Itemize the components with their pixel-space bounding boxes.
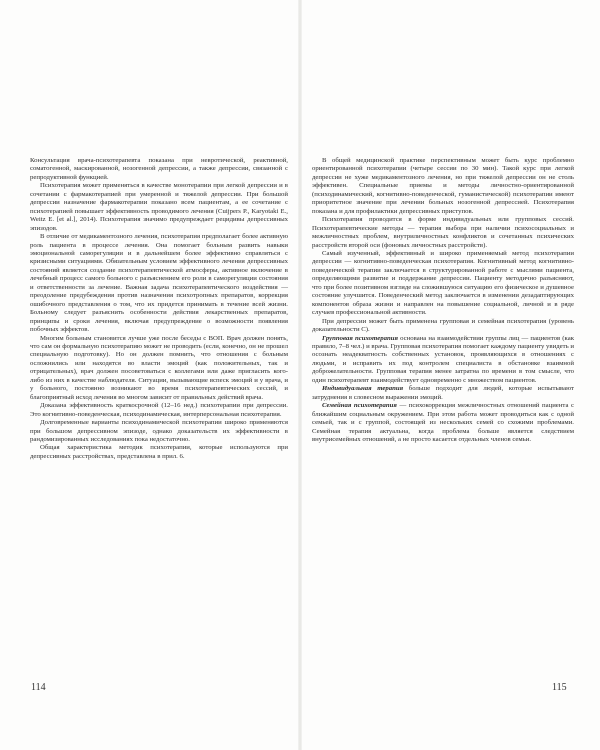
paragraph-text: Самый изученный, эффективный и широко применяемый метод психотерапии депрессии — когнитивно-поведенческая психотерапия. Когнитивный метод когнитивно-поведенческой терапии заключается в структурированной работе с мыслями пациента, определяющими развитие и поддержание депрессии. Пациенту методично разъясняют, что при более позитивном взгляде на сложившуюся ситуацию его физическое и душевное состояние улучшится. Поведенческий метод заключается в изменении дезадаптирующих компонентов образа жизни и направлен на повышение социальной, личной и в ряде случаев профессиональной активности. [312, 249, 574, 317]
paragraph-text: — психокоррекция межличностных отношений пациента с ближайшим социальным окружением. При этом работа может проводиться как с одной семьей, так и с группой, состоящей из нескольких семей со схожими проблемами. Семейная терапия актуальна, когда проблема больше является следствием внутрисемейных отношений, а не просто касается отдельных членов семьи. [312, 402, 574, 443]
left-paragraph-1: Консультация врача-психотерапевта показана при невротической, реактивной, соматогенной, маскированной, нозогенной депрессии, а также депрессии, связанной с репродуктивной функцией. [30, 157, 288, 181]
paragraph-text: больше подходит для людей, которые испытывают затруднения в словесном выражении эмоций. [312, 385, 574, 401]
right-paragraph-2 [312, 216, 574, 250]
right-paragraph-family-therapy [312, 402, 574, 444]
left-paragraph-2: Психотерапия может применяться в качестве монотерапии при легкой депрессии и в сочетании с фармакотерапией при умеренной и тяжелой депрессии. При большой депрессии назначение фармакотерапии показано всем пациентам, а ее сочетание с психотерапией повышает эффективность проводимого лечения (Cuijpers P., Karyotaki E., Weitz E. [et al.], 2014). Психотерапия значимо предупреждает рецидивы депрессивных эпизодов. [30, 182, 288, 232]
left-paragraph-4: Многим больным становится лучше уже после беседы с ВОП. Врач должен понять, что сам он формальную психотерапию может не проводить (если, конечно, он не прошел специальную подготовку). Но он должен помнить, что отношения с больным осложнились или находятся во власти эмоций (как положительных, так и отрицательных), врач должен посоветоваться с коллегами или даже пригласить кого-либо из них в качестве наблюдателя. Ситуации, вызывающие вспеск эмоций и у врача, и у больного, постоянно возникают во время психотерапевтических сессий, и благоприятный исход лечения во многом зависит от правильных действий врача. [30, 334, 288, 401]
left-paragraph-7: Общая характеристика методик психотерапии, которые используются при депрессивных расстройствах, представлена в прил. 6. [30, 444, 288, 460]
right-paragraph-group-therapy [312, 335, 574, 386]
book-gutter [298, 0, 302, 750]
page-number-left: 114 [31, 682, 46, 693]
paragraph-text: основана на взаимодействии группы лиц — пациентов (как правило, 7–8 чел.) и врача. Групповая психотерапия помогает каждому пациенту увидеть и осознать неадекватность собственных установок, проявляющихся в отношениях с людьми, и исправить их под контролем специалиста в обстановке взаимной доброжелательности. Групповая терапия менее затратна по времени в том смысле, что один психотерапевт взаимодействует одновременно с множеством пациентов. [312, 334, 575, 384]
term-individual-therapy: Индивидуальная терапия [322, 385, 404, 393]
right-page [312, 157, 574, 444]
left-paragraph-6: Долговременные варианты психодинамической психотерапии широко применяются при большом депрессивном эпизоде, однако доказательств их эффективности в рандомизированных исследованиях пока недостаточно. [30, 419, 288, 443]
page-number-right: 115 [552, 682, 567, 693]
left-paragraph-5: Доказана эффективность краткосрочной (12–16 нед.) психотерапии при депрессии. Это когнитивно-поведенческая, психодинамическая, интерперсональная психотерапия. [30, 402, 288, 418]
right-paragraph-4 [312, 318, 574, 335]
paragraph-text: Психотерапия проводится в форме индивидуальных или групповых сессий. Психотерапевтические методы — терапия выбора при наличии психосоциальных и межличностных проблем, внутриличностных конфликтов и сочетанных психических расстройств второй оси (фоновых личностных расстройств). [312, 216, 574, 249]
term-family-therapy: Семейная психотерапия [322, 402, 397, 410]
right-paragraph-3 [312, 250, 574, 318]
paragraph-text: При депрессии может быть применена групповая и семейная психотерапия (уровень доказательности С). [312, 317, 574, 334]
right-paragraph-individual-therapy [312, 385, 574, 402]
right-paragraph-1 [312, 157, 574, 216]
left-page [30, 157, 288, 461]
left-paragraph-3: В отличие от медикаментозного лечения, психотерапия предполагает более активную роль пациента в процессе лечения. Она помогает больным развить навыки эмоциональной саморегуляции и в дальнейшем более эффективно справляться с кризисными ситуациями. Обязательным условием эффективного лечения депрессивных состояний является создание психотерапевтической атмосферы, активное включение в лечебный процесс самого больного с разъяснением его роли в саморегуляции состояния и ответственности за лечение. Важная задача психотерапевтического воздействия — преодоление предубеждения против назначения психотропных препаратов, коррекция ошибочного представления о том, что их придется принимать в течение всей жизни. Больному следует разъяснить особенности действия лекарственных препаратов, принципы и сроки лечения, включая предупреждение о возможности появления побочных эффектов. [30, 233, 288, 334]
paragraph-text: В общей медицинской практике перспективным может быть курс проблемно ориентированной психотерапии (четыре сессии по 30 мин). Такой курс при легкой депрессии не хуже медикаментозного лечения, но при тяжелой депрессии он не столь эффективен. Специальные приемы и методы личностно-ориентированной (психодинамический, когнитивно-поведенческой, гуманистической) психотерапии имеют приоритетное значение при лечении больных нозогенной депрессией. Психотерапия показана и для профилактики депрессивных приступов. [312, 157, 574, 215]
term-group-therapy: Групповая психотерапия [322, 334, 398, 342]
